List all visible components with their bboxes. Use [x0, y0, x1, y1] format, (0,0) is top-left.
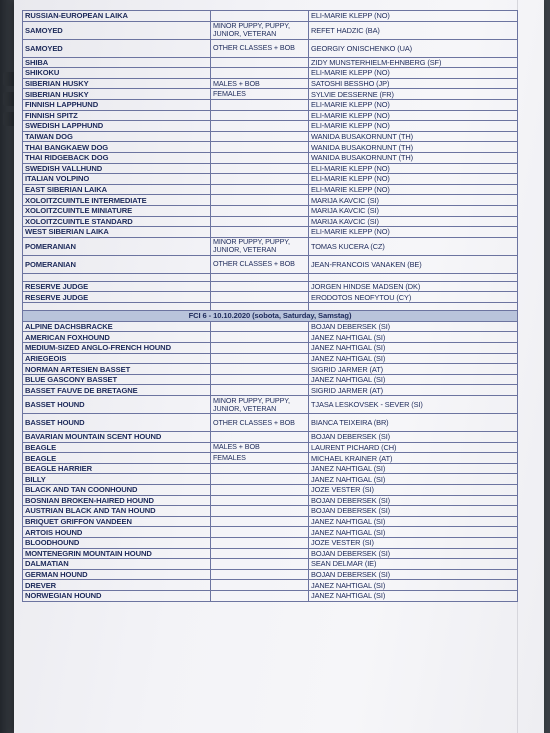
judge-cell: SIGRID JARMER (AT) [309, 364, 518, 375]
breed-cell: BASSET HOUND [23, 414, 211, 432]
judge-cell: JORGEN HINDSE MADSEN (DK) [309, 281, 518, 292]
judge-cell: BOJAN DEBERSEK (SI) [309, 321, 518, 332]
class-cell [211, 281, 309, 292]
judge-cell [309, 273, 518, 281]
breed-cell: AMERICAN FOXHOUND [23, 332, 211, 343]
breed-cell: BEAGLE [23, 453, 211, 464]
class-cell [211, 590, 309, 601]
judge-cell: JANEZ NAHTIGAL (SI) [309, 516, 518, 527]
table-row [23, 506, 518, 517]
class-cell [211, 68, 309, 79]
table-row [23, 39, 518, 57]
breed-cell: THAI RIDGEBACK DOG [23, 152, 211, 163]
breed-cell: EAST SIBERIAN LAIKA [23, 184, 211, 195]
breed-cell: XOLOITZCUINTLE INTERMEDIATE [23, 195, 211, 206]
judge-cell: JANEZ NAHTIGAL (SI) [309, 332, 518, 343]
judge-cell: JANEZ NAHTIGAL (SI) [309, 590, 518, 601]
breed-cell: THAI BANGKAEW DOG [23, 142, 211, 153]
judge-cell: REFET HADZIC (BA) [309, 21, 518, 39]
judge-cell: ELI-MARIE KLEPP (NO) [309, 174, 518, 185]
table-row [23, 227, 518, 238]
table-row [23, 590, 518, 601]
judge-cell: ELI-MARIE KLEPP (NO) [309, 110, 518, 121]
judge-cell: MICHAEL KRAINER (AT) [309, 453, 518, 464]
breed-cell: SAMOYED [23, 21, 211, 39]
table-row [23, 174, 518, 185]
class-cell [211, 495, 309, 506]
breed-cell: DALMATIAN [23, 559, 211, 570]
judge-cell: JANEZ NAHTIGAL (SI) [309, 343, 518, 354]
breed-cell: XOLOITZCUINTLE MINIATURE [23, 205, 211, 216]
table-row [23, 292, 518, 303]
breed-cell: SIBERIAN HUSKY [23, 78, 211, 89]
breed-cell: BLACK AND TAN COONHOUND [23, 485, 211, 496]
class-cell [211, 548, 309, 559]
breed-cell: BLUE GASCONY BASSET [23, 374, 211, 385]
class-cell [211, 537, 309, 548]
class-cell [211, 463, 309, 474]
judge-cell: ELI-MARIE KLEPP (NO) [309, 184, 518, 195]
breed-cell: NORWEGIAN HOUND [23, 590, 211, 601]
table-row [23, 78, 518, 89]
judge-cell: WANIDA BUSAKORNUNT (TH) [309, 131, 518, 142]
class-cell [211, 321, 309, 332]
class-cell [211, 273, 309, 281]
class-cell [211, 302, 309, 310]
breed-cell: SIBERIAN HUSKY [23, 89, 211, 100]
judge-cell: ELI-MARIE KLEPP (NO) [309, 121, 518, 132]
breed-cell: AUSTRIAN BLACK AND TAN HOUND [23, 506, 211, 517]
table-row [23, 163, 518, 174]
table-row [23, 432, 518, 443]
judge-cell: GEORGIY ONISCHENKO (UA) [309, 39, 518, 57]
judge-cell: BIANCA TEIXEIRA (BR) [309, 414, 518, 432]
class-cell [211, 121, 309, 132]
table-row [23, 321, 518, 332]
class-cell: OTHER CLASSES + BOB [211, 255, 309, 273]
class-cell: MINOR PUPPY, PUPPY, JUNIOR, VETERAN [211, 396, 309, 414]
judge-cell: ZIDY MUNSTERHIELM-EHNBERG (SF) [309, 57, 518, 68]
class-cell [211, 506, 309, 517]
class-cell [211, 580, 309, 591]
judge-cell: ELI-MARIE KLEPP (NO) [309, 11, 518, 22]
breed-cell: ARTOIS HOUND [23, 527, 211, 538]
class-cell: FEMALES [211, 89, 309, 100]
section-header-row [23, 310, 518, 321]
judge-cell: JOZE VESTER (SI) [309, 537, 518, 548]
judge-cell [309, 302, 518, 310]
table-row [23, 580, 518, 591]
judge-cell: JANEZ NAHTIGAL (SI) [309, 527, 518, 538]
breed-cell: BASSET FAUVE DE BRETAGNE [23, 385, 211, 396]
class-cell [211, 142, 309, 153]
table-row [23, 548, 518, 559]
table-row [23, 396, 518, 414]
table-row [23, 495, 518, 506]
judge-cell: ELI-MARIE KLEPP (NO) [309, 227, 518, 238]
judges-table-body-1 [23, 11, 518, 311]
table-row [23, 99, 518, 110]
judge-cell: JANEZ NAHTIGAL (SI) [309, 474, 518, 485]
judge-cell: SYLVIE DESSERNE (FR) [309, 89, 518, 100]
table-row [23, 57, 518, 68]
class-cell [211, 374, 309, 385]
judge-cell: JANEZ NAHTIGAL (SI) [309, 374, 518, 385]
class-cell [211, 432, 309, 443]
judge-cell: SIGRID JARMER (AT) [309, 385, 518, 396]
class-cell [211, 559, 309, 570]
table-row [23, 453, 518, 464]
judge-cell: SATOSHI BESSHO (JP) [309, 78, 518, 89]
class-cell [211, 205, 309, 216]
judge-cell: TJASA LESKOVSEK - SEVER (SI) [309, 396, 518, 414]
breed-cell: BASSET HOUND [23, 396, 211, 414]
breed-cell: BRIQUET GRIFFON VANDEEN [23, 516, 211, 527]
class-cell [211, 131, 309, 142]
breed-cell: SAMOYED [23, 39, 211, 57]
table-row [23, 255, 518, 273]
table-row [23, 89, 518, 100]
section-header-body [23, 310, 518, 321]
breed-cell: XOLOITZCUINTLE STANDARD [23, 216, 211, 227]
breed-cell: FINNISH SPITZ [23, 110, 211, 121]
table-row [23, 131, 518, 142]
breed-cell: WEST SIBERIAN LAIKA [23, 227, 211, 238]
class-cell [211, 353, 309, 364]
judge-cell: ELI-MARIE KLEPP (NO) [309, 163, 518, 174]
table-row [23, 21, 518, 39]
class-cell: MINOR PUPPY, PUPPY, JUNIOR, VETERAN [211, 21, 309, 39]
table-row [23, 237, 518, 255]
table-row [23, 364, 518, 375]
breed-cell: MEDIUM-SIZED ANGLO-FRENCH HOUND [23, 343, 211, 354]
table-row [23, 516, 518, 527]
class-cell [211, 227, 309, 238]
class-cell [211, 364, 309, 375]
class-cell [211, 99, 309, 110]
judge-cell: WANIDA BUSAKORNUNT (TH) [309, 142, 518, 153]
judge-cell: ELI-MARIE KLEPP (NO) [309, 99, 518, 110]
breed-cell [23, 273, 211, 281]
table-row [23, 184, 518, 195]
class-cell [211, 332, 309, 343]
breed-cell: ARIEGEOIS [23, 353, 211, 364]
table-row [23, 569, 518, 580]
breed-cell: GERMAN HOUND [23, 569, 211, 580]
class-cell [211, 110, 309, 121]
breed-cell: ITALIAN VOLPINO [23, 174, 211, 185]
table-row [23, 559, 518, 570]
judge-cell: MARIJA KAVCIC (SI) [309, 205, 518, 216]
table-row [23, 474, 518, 485]
table-row [23, 11, 518, 22]
table-row [23, 273, 518, 281]
breed-cell: SWEDISH VALLHUND [23, 163, 211, 174]
table-row [23, 537, 518, 548]
class-cell [211, 184, 309, 195]
table-row [23, 353, 518, 364]
table-row [23, 442, 518, 453]
breed-cell: RESERVE JUDGE [23, 281, 211, 292]
class-cell [211, 195, 309, 206]
judge-cell: BOJAN DEBERSEK (SI) [309, 548, 518, 559]
table-row [23, 385, 518, 396]
breed-cell: TAIWAN DOG [23, 131, 211, 142]
table-row [23, 205, 518, 216]
class-cell [211, 163, 309, 174]
judge-cell: SEAN DELMAR (IE) [309, 559, 518, 570]
table-row [23, 374, 518, 385]
table-row [23, 463, 518, 474]
table-row [23, 332, 518, 343]
breed-cell: BEAGLE HARRIER [23, 463, 211, 474]
class-cell [211, 152, 309, 163]
breed-cell: POMERANIAN [23, 237, 211, 255]
breed-cell: SWEDISH LAPPHUND [23, 121, 211, 132]
table-row [23, 281, 518, 292]
class-cell [211, 516, 309, 527]
table-row [23, 121, 518, 132]
class-cell [211, 485, 309, 496]
breed-cell: BLOODHOUND [23, 537, 211, 548]
table-row [23, 414, 518, 432]
class-cell [211, 57, 309, 68]
judge-cell: MARIJA KAVCIC (SI) [309, 216, 518, 227]
breed-cell: BILLY [23, 474, 211, 485]
class-cell: OTHER CLASSES + BOB [211, 414, 309, 432]
table-row [23, 216, 518, 227]
judge-cell: BOJAN DEBERSEK (SI) [309, 432, 518, 443]
table-row [23, 302, 518, 310]
breed-cell: BEAGLE [23, 442, 211, 453]
breed-cell: SHIKOKU [23, 68, 211, 79]
table-row [23, 527, 518, 538]
class-cell [211, 385, 309, 396]
class-cell [211, 216, 309, 227]
breed-cell: DREVER [23, 580, 211, 591]
class-cell: MALES + BOB [211, 442, 309, 453]
class-cell: FEMALES [211, 453, 309, 464]
table-row [23, 195, 518, 206]
judge-cell: BOJAN DEBERSEK (SI) [309, 506, 518, 517]
table-row [23, 152, 518, 163]
judge-cell: JEAN-FRANCOIS VANAKEN (BE) [309, 255, 518, 273]
breed-cell [23, 302, 211, 310]
judge-cell: MARIJA KAVCIC (SI) [309, 195, 518, 206]
breed-cell: RESERVE JUDGE [23, 292, 211, 303]
class-cell [211, 569, 309, 580]
class-cell [211, 343, 309, 354]
judge-cell: ELI-MARIE KLEPP (NO) [309, 68, 518, 79]
judge-cell: TOMAS KUCERA (CZ) [309, 237, 518, 255]
table-row [23, 142, 518, 153]
judge-cell: JANEZ NAHTIGAL (SI) [309, 580, 518, 591]
judge-cell: BOJAN DEBERSEK (SI) [309, 495, 518, 506]
breed-cell: MONTENEGRIN MOUNTAIN HOUND [23, 548, 211, 559]
judge-cell: JANEZ NAHTIGAL (SI) [309, 463, 518, 474]
class-cell [211, 527, 309, 538]
class-cell: OTHER CLASSES + BOB [211, 39, 309, 57]
breed-cell: RUSSIAN-EUROPEAN LAIKA [23, 11, 211, 22]
table-row [23, 485, 518, 496]
judge-cell: JOZE VESTER (SI) [309, 485, 518, 496]
class-cell [211, 292, 309, 303]
table-row [23, 343, 518, 354]
breed-cell: SHIBA [23, 57, 211, 68]
judges-table-body-2 [23, 321, 518, 601]
breed-cell: BOSNIAN BROKEN-HAIRED HOUND [23, 495, 211, 506]
class-cell: MINOR PUPPY, PUPPY, JUNIOR, VETERAN [211, 237, 309, 255]
breed-cell: BAVARIAN MOUNTAIN SCENT HOUND [23, 432, 211, 443]
table-row [23, 110, 518, 121]
table-row [23, 68, 518, 79]
judge-cell: JANEZ NAHTIGAL (SI) [309, 353, 518, 364]
breed-cell: POMERANIAN [23, 255, 211, 273]
class-cell [211, 474, 309, 485]
class-cell [211, 11, 309, 22]
breed-cell: NORMAN ARTESIEN BASSET [23, 364, 211, 375]
breed-cell: FINNISH LAPPHUND [23, 99, 211, 110]
judge-cell: LAURENT PICHARD (CH) [309, 442, 518, 453]
section-header: FCI 6 - 10.10.2020 (sobota, Saturday, Samstag) [23, 310, 518, 321]
judge-cell: WANIDA BUSAKORNUNT (TH) [309, 152, 518, 163]
breed-cell: ALPINE DACHSBRACKE [23, 321, 211, 332]
judge-cell: ERODOTOS NEOFYTOU (CY) [309, 292, 518, 303]
judge-cell: BOJAN DEBERSEK (SI) [309, 569, 518, 580]
class-cell [211, 174, 309, 185]
judges-table [22, 10, 518, 602]
class-cell: MALES + BOB [211, 78, 309, 89]
